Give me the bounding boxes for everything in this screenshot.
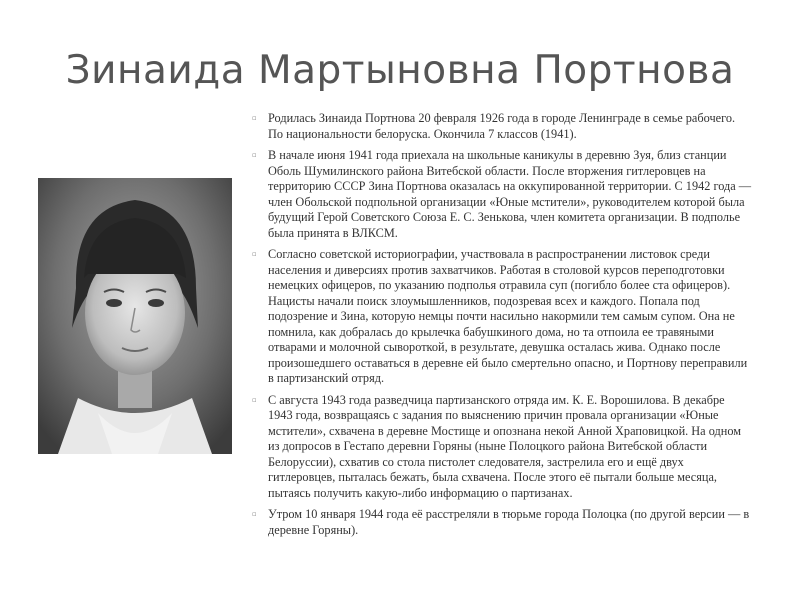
bullet-icon: ▫ bbox=[252, 151, 257, 159]
list-item-text: Согласно советской историографии, участвовала в распространении листовок среди населения и диверсиях против захватчиков. Работая в столовой курсов переподготовки немецких офицеров, по указанию подполья отравила суп (погибло более ста офицеров). Нацисты начали поиск злоумышленников, подозревая всех и каждого. Попала под подозрение и Зина, которую немцы почти насильно накормили тем самым супом. Она не помнила, как добралась до крылечка бабушкиного дома, но та отпоила ее травяными отварами и молочной сывороткой, в результате, девушка осталась жива. Однако после произошедшего оставаться в деревне ей было смертельно опасно, и Портнову переправили в партизанский отряд. bbox=[268, 247, 748, 385]
bullet-icon: ▫ bbox=[252, 510, 257, 518]
portrait-photo bbox=[38, 178, 232, 454]
list-item bbox=[252, 148, 752, 241]
bullet-icon: ▫ bbox=[252, 114, 257, 122]
bullet-icon: ▫ bbox=[252, 250, 257, 258]
list-item bbox=[252, 507, 752, 538]
list-item bbox=[252, 393, 752, 502]
list-item-text: Родилась Зинаида Портнова 20 февраля 1926 года в городе Ленинграде в семье рабочего. По национальности белоруска. Окончила 7 классов (1941). bbox=[268, 111, 736, 141]
biography-list bbox=[252, 111, 752, 544]
list-item-text: В начале июня 1941 года приехала на школьные каникулы в деревню Зуя, близ станции Оболь Шумилинского района Витебской области. После вторжения гитлеровцев на территорию СССР Зина Портнова оказалась на оккупированной территории. С 1942 года — член Обольской подпольной организации «Юные мстители», руководителем которой была будущий Герой Советского Союза Е. С. Зенькова, член комитета организации. В подполье была принята в ВЛКСМ. bbox=[268, 148, 752, 240]
list-item-text: С августа 1943 года разведчица партизанского отряда им. К. Е. Ворошилова. В декабре 1943 года, возвращаясь с задания по выяснению причин провала организации «Юные мстители», схвачена в деревне Мостище и опознана некой Анной Храповицкой. На одном из допросов в Гестапо деревни Горяны (ныне Полоцкого района Витебской области Белоруссии), схватив со стола пистолет следователя, застрелила его и ещё двух гитлеровцев, пыталась бежать, была схвачена. После этого её пытали больше месяца, пытаясь получить какую-либо информацию о партизанах. bbox=[268, 392, 742, 500]
list-item bbox=[252, 247, 752, 387]
slide-title: Зинаида Мартыновна Портнова bbox=[65, 48, 735, 93]
bullet-icon: ▫ bbox=[252, 395, 257, 404]
list-item bbox=[252, 111, 752, 142]
list-item-text: Утром 10 января 1944 года её расстреляли в тюрьме города Полоцка (по другой версии — в деревне Горяны). bbox=[268, 507, 750, 537]
